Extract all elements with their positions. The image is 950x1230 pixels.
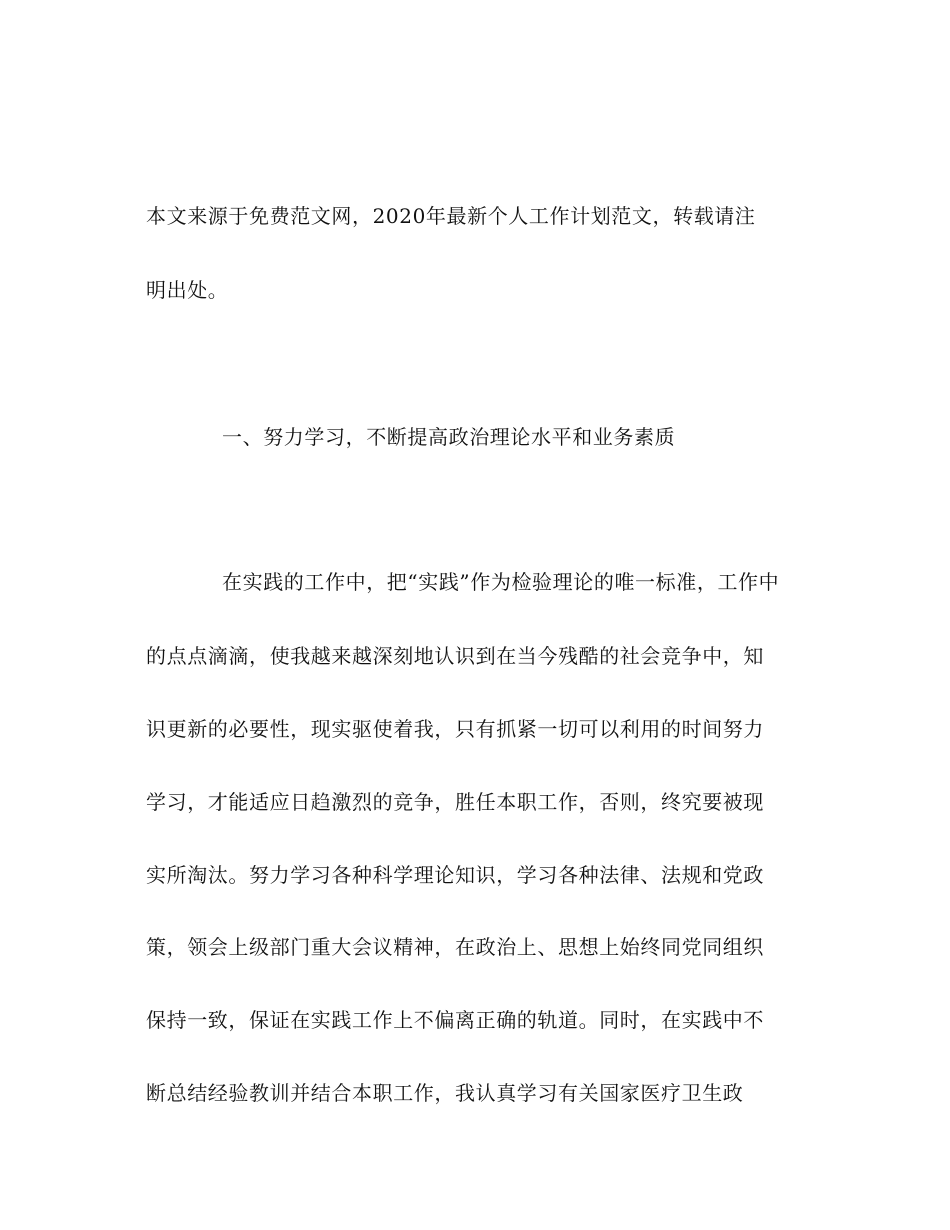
paragraph-line-3: 识更新的必要性，现实驱使着我，只有抓紧一切可以利用的时间努力 <box>146 717 764 741</box>
paragraph-line-2: 的点点滴滴，使我越来越深刻地认识到在当今残酷的社会竞争中，知 <box>146 644 764 668</box>
source-note-line-2: 明出处。 <box>146 278 229 302</box>
paragraph-line-6: 策，领会上级部门重大会议精神，在政治上、思想上始终同党同组织 <box>146 935 764 959</box>
section-heading: 一、努力学习，不断提高政治理论水平和业务素质 <box>222 425 676 449</box>
paragraph-line-8: 断总结经验教训并结合本职工作，我认真学习有关国家医疗卫生政 <box>146 1081 744 1105</box>
source-note-line-1: 本文来源于免费范文网，2020年最新个人工作计划范文，转载请注 <box>146 204 756 228</box>
paragraph-line-5: 实所淘汰。努力学习各种科学理论知识，学习各种法律、法规和党政 <box>146 863 764 887</box>
paragraph-line-4: 学习，才能适应日趋激烈的竞争，胜任本职工作，否则，终究要被现 <box>146 790 764 814</box>
paragraph-line-1: 在实践的工作中，把“实践”作为检验理论的唯一标准，工作中 <box>222 570 780 594</box>
paragraph-line-7: 保持一致，保证在实践工作上不偏离正确的轨道。同时，在实践中不 <box>146 1008 764 1032</box>
